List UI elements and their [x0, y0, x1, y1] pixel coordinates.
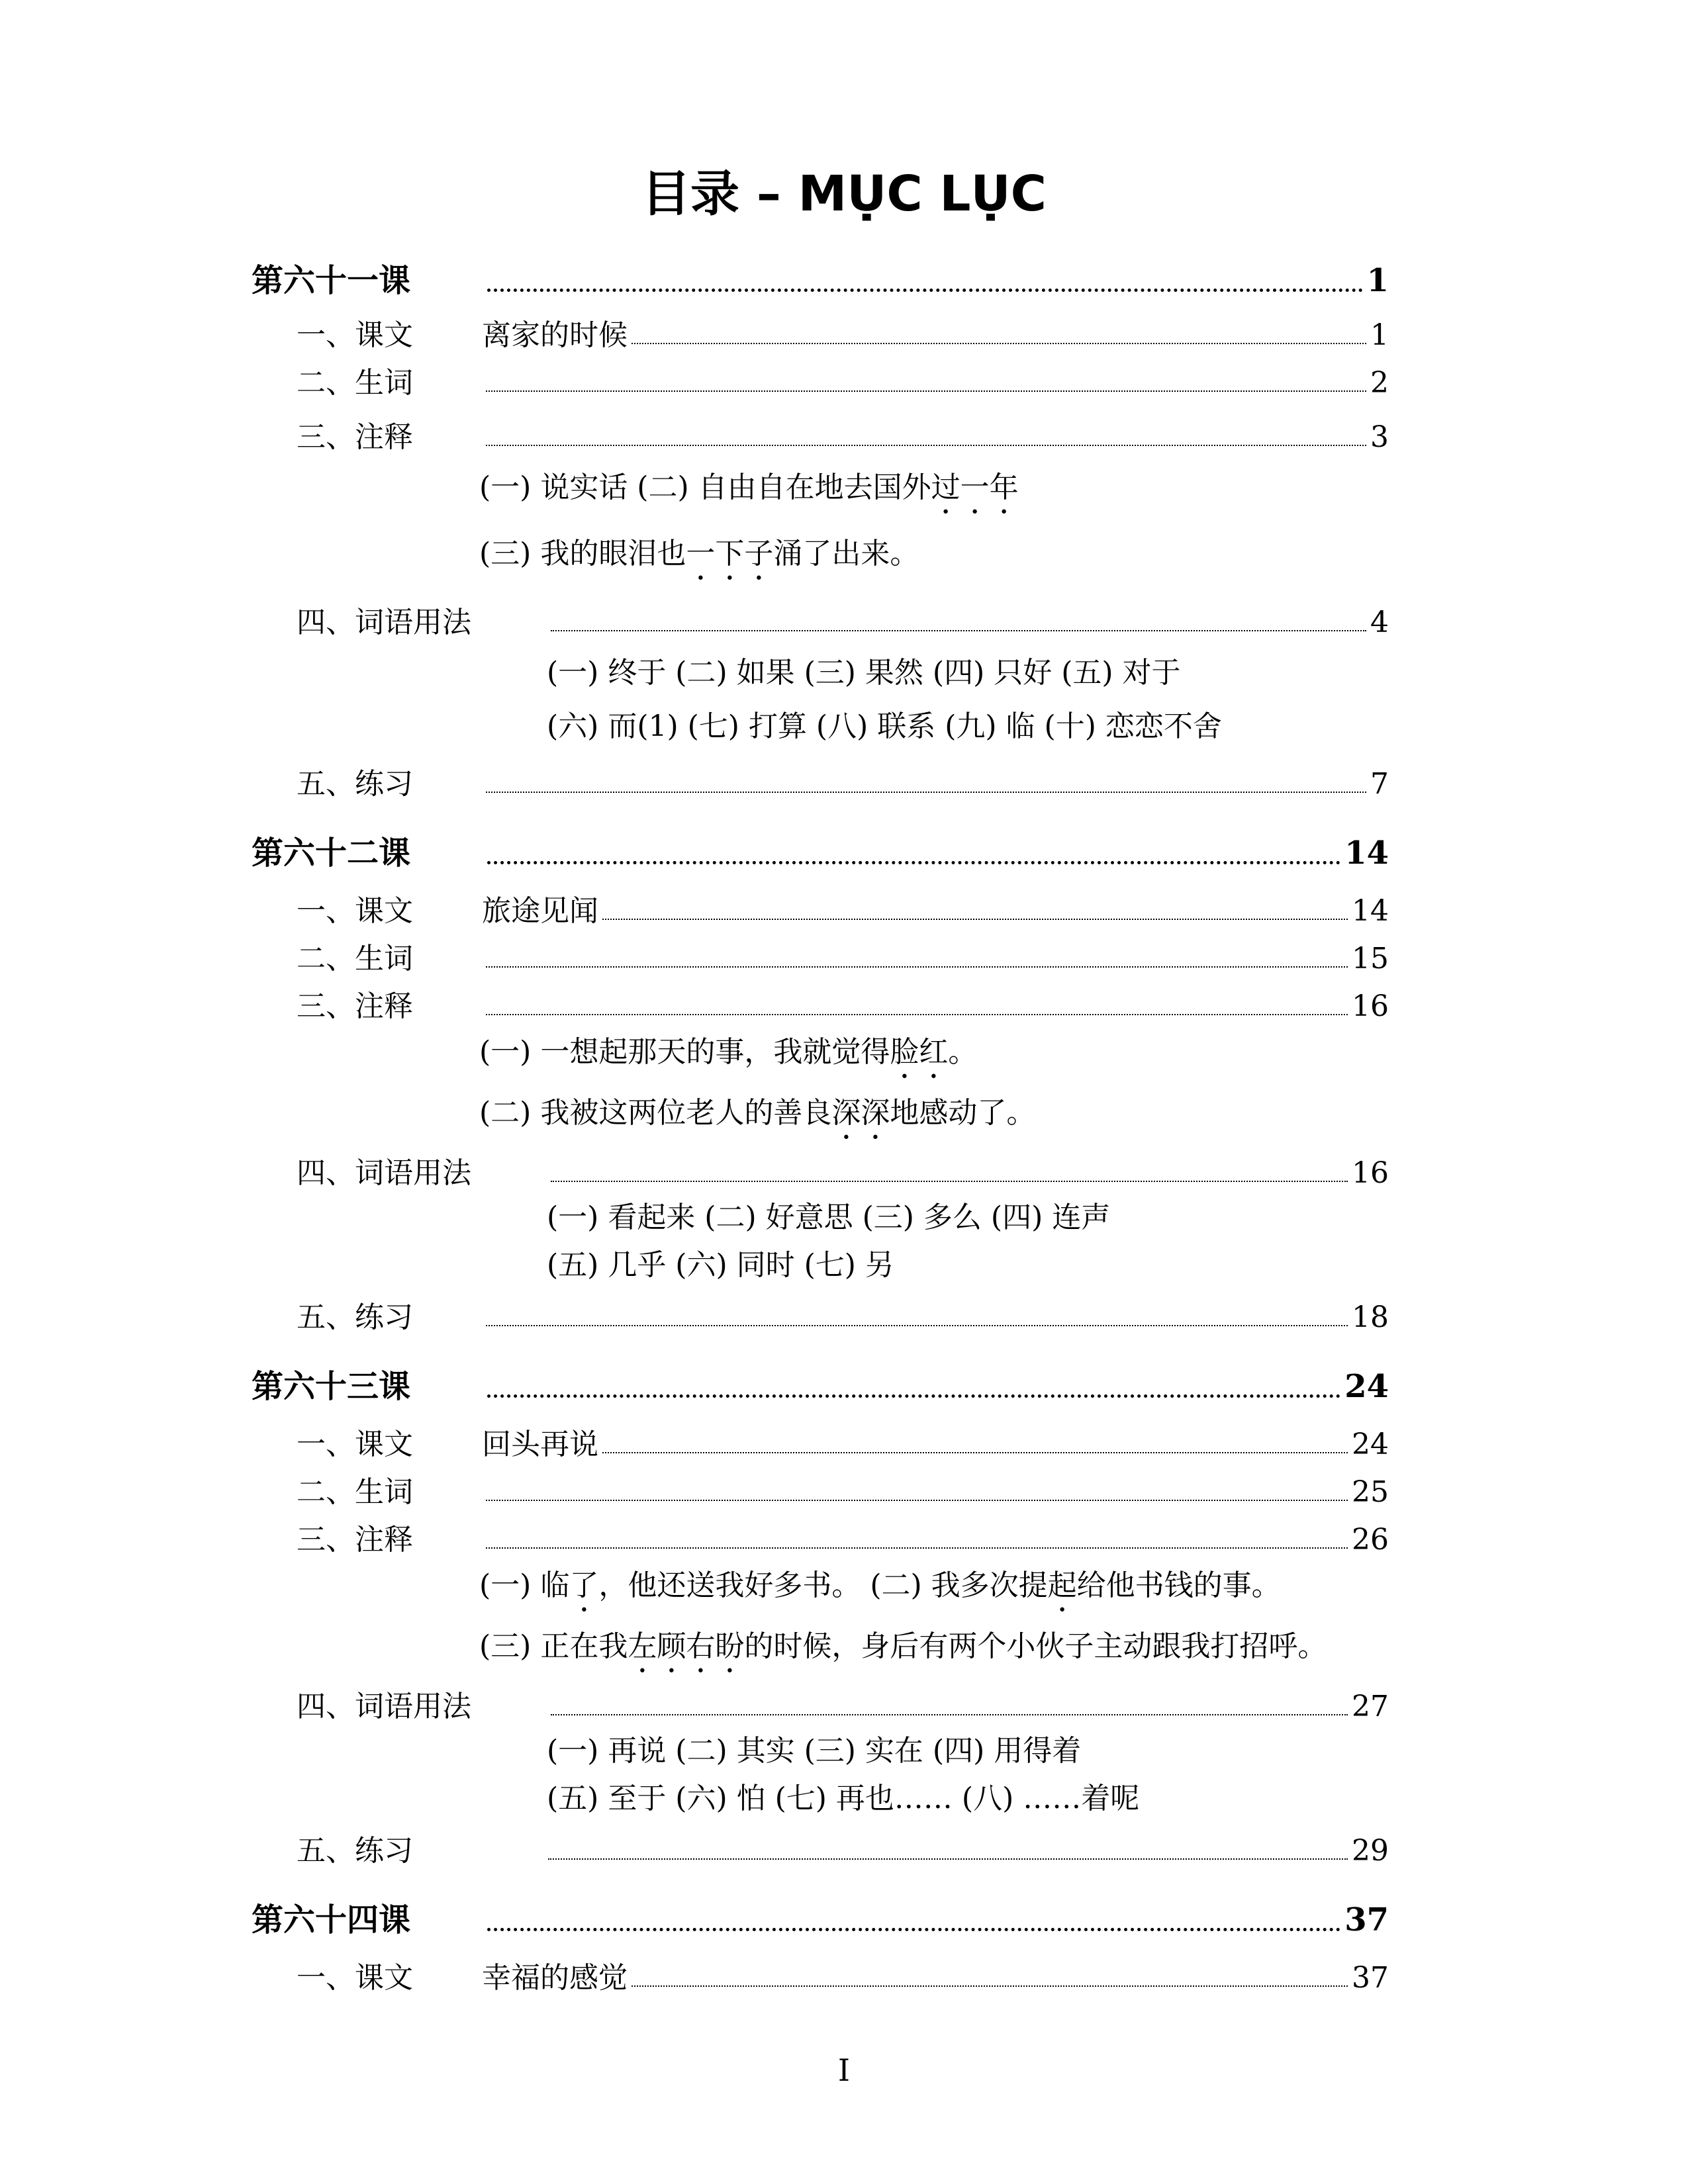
lesson-label: 第六十二课 — [252, 835, 411, 872]
note-line: (一) 临了，他还送我好多书。 (二) 我多次提起给他书钱的事。 — [479, 1569, 1281, 1602]
dot-leader — [486, 1317, 1348, 1326]
dot-leader — [486, 383, 1366, 392]
section-label: 五、练习 — [297, 767, 413, 801]
section-title: 回头再说 — [482, 1428, 598, 1461]
toc-63-exercise[interactable] — [297, 1827, 1389, 1869]
toc-62-notes[interactable] — [297, 982, 1389, 1024]
usage-line: (一) 再说 (二) 其实 (三) 实在 (四) 用得着 — [547, 1734, 1082, 1768]
toc-61-usage[interactable] — [297, 598, 1389, 641]
dot-leader — [551, 1173, 1348, 1182]
section-label: 四、词语用法 — [297, 1156, 471, 1190]
usage-line: (五) 至于 (六) 怕 (七) 再也…… (八) ……着呢 — [547, 1782, 1140, 1815]
lesson-label: 第六十三课 — [252, 1368, 411, 1405]
dot-leader — [486, 784, 1366, 793]
section-label: 五、练习 — [297, 1300, 413, 1334]
toc-63-notes[interactable] — [297, 1516, 1389, 1558]
page-number: 16 — [1352, 1156, 1389, 1190]
note-line: (二) 我被这两位老人的善良深深地感动了。 — [479, 1096, 1036, 1130]
section-label: 二、生词 — [297, 366, 413, 400]
page-number: 37 — [1352, 1961, 1389, 1995]
dot-leader — [551, 1706, 1348, 1715]
section-label: 二、生词 — [297, 942, 413, 976]
dot-leader — [487, 852, 1340, 864]
note-line: (三) 我的眼泪也一下子涌了出来。 — [479, 537, 919, 570]
page-number: 26 — [1352, 1523, 1389, 1557]
dot-leader — [548, 1850, 1348, 1860]
section-label: 四、词语用法 — [297, 606, 471, 639]
dot-leader — [487, 279, 1363, 292]
section-label: 三、注释 — [297, 420, 413, 454]
page-number: 29 — [1352, 1834, 1389, 1868]
toc-61-notes[interactable] — [297, 413, 1389, 455]
toc-61-exercise[interactable] — [297, 760, 1389, 802]
page-number: 16 — [1352, 989, 1389, 1023]
usage-line: (六) 而(1) (七) 打算 (八) 联系 (九) 临 (十) 恋恋不舍 — [547, 709, 1222, 743]
toc-63-text[interactable] — [297, 1420, 1389, 1463]
toc-64-text[interactable] — [297, 1954, 1389, 1996]
page-number: 24 — [1352, 1428, 1389, 1461]
page-number: 1 — [1370, 318, 1389, 352]
section-label: 一、课文 — [297, 1428, 413, 1461]
page-number: 15 — [1352, 942, 1389, 976]
page-number: 27 — [1352, 1690, 1389, 1723]
section-label: 三、注释 — [297, 1523, 413, 1557]
dot-leader — [486, 1539, 1348, 1549]
toc-63-vocab[interactable] — [297, 1468, 1389, 1510]
page-number: 2 — [1370, 366, 1389, 400]
dot-leader — [632, 1978, 1348, 1987]
page-number: 25 — [1352, 1475, 1389, 1509]
usage-line: (一) 看起来 (二) 好意思 (三) 多么 (四) 连声 — [547, 1201, 1111, 1234]
page-footer-number: I — [837, 2052, 851, 2088]
section-label: 二、生词 — [297, 1475, 413, 1509]
section-label: 一、课文 — [297, 894, 413, 928]
section-label: 三、注释 — [297, 989, 413, 1023]
page-number: 4 — [1370, 606, 1389, 639]
usage-line: (五) 几乎 (六) 同时 (七) 另 — [547, 1248, 894, 1282]
page-number: 14 — [1352, 894, 1389, 928]
toc-63-usage[interactable] — [297, 1682, 1389, 1725]
toc-lesson-61[interactable] — [252, 255, 1389, 302]
dot-leader — [602, 1444, 1348, 1453]
dot-leader — [632, 335, 1366, 344]
toc-lesson-63[interactable] — [252, 1361, 1389, 1408]
lesson-label: 第六十四课 — [252, 1901, 411, 1938]
section-label: 一、课文 — [297, 318, 413, 352]
dot-leader — [486, 958, 1348, 968]
page-title: 目录 – MỤC LỤC — [641, 165, 1047, 222]
page-number: 18 — [1352, 1300, 1389, 1334]
page-number: 24 — [1344, 1368, 1389, 1405]
usage-line: (一) 终于 (二) 如果 (三) 果然 (四) 只好 (五) 对于 — [547, 656, 1181, 690]
page-number: 14 — [1344, 835, 1389, 872]
section-label: 五、练习 — [297, 1834, 413, 1868]
toc-62-exercise[interactable] — [297, 1293, 1389, 1336]
dot-leader — [487, 1919, 1340, 1931]
section-label: 一、课文 — [297, 1961, 413, 1995]
dot-leader — [551, 622, 1366, 631]
note-line: (一) 一想起那天的事，我就觉得脸红。 — [479, 1035, 978, 1069]
dot-leader — [602, 911, 1348, 920]
toc-lesson-64[interactable] — [252, 1894, 1389, 1942]
page-number: 37 — [1344, 1901, 1389, 1938]
page-number: 1 — [1366, 262, 1389, 299]
dot-leader — [486, 437, 1366, 446]
note-line: (三) 正在我左顾右盼的时候，身后有两个小伙子主动跟我打招呼。 — [479, 1629, 1327, 1663]
toc-lesson-62[interactable] — [252, 827, 1389, 875]
toc-61-text[interactable] — [297, 311, 1389, 353]
lesson-label: 第六十一课 — [252, 262, 411, 299]
section-title: 幸福的感觉 — [482, 1961, 628, 1995]
section-title: 离家的时候 — [482, 318, 628, 352]
section-title: 旅途见闻 — [482, 894, 598, 928]
dot-leader — [486, 1006, 1348, 1015]
toc-62-usage[interactable] — [297, 1149, 1389, 1191]
section-label: 四、词语用法 — [297, 1690, 471, 1723]
note-line: (一) 说实话 (二) 自由自在地去国外过一年 — [479, 471, 1019, 504]
page-number: 3 — [1370, 420, 1389, 454]
page-number: 7 — [1370, 767, 1389, 801]
dot-leader — [486, 1492, 1348, 1501]
toc-62-vocab[interactable] — [297, 934, 1389, 977]
toc-61-vocab[interactable] — [297, 359, 1389, 401]
dot-leader — [487, 1385, 1340, 1398]
toc-62-text[interactable] — [297, 887, 1389, 929]
